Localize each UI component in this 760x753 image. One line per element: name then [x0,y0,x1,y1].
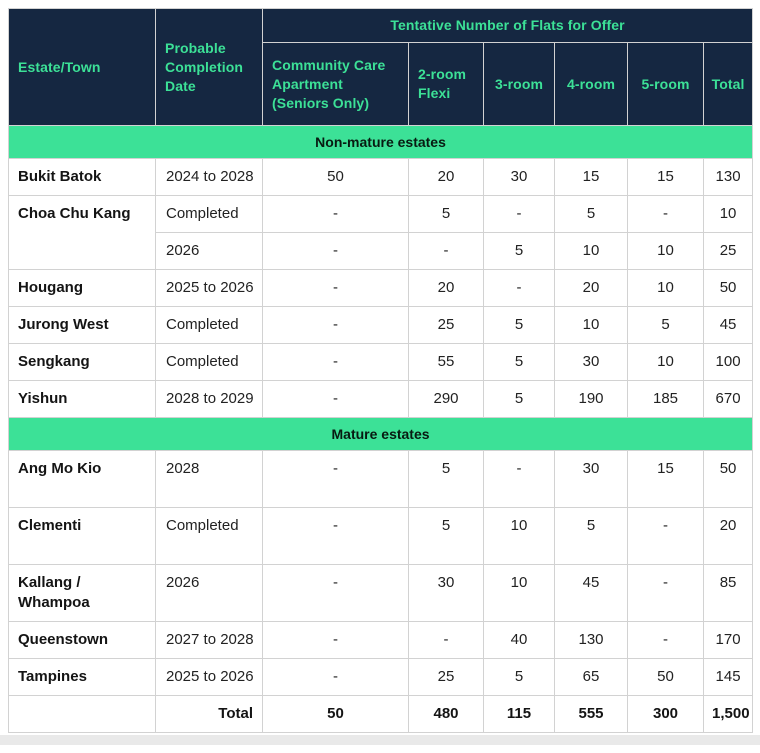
flat-count: 25 [409,659,484,696]
completion-date: Completed [156,196,263,233]
flat-count: 20 [409,159,484,196]
col-header-estate-town: Estate/Town [9,9,156,126]
flat-count: 100 [704,344,753,381]
flat-count: 145 [704,659,753,696]
table-row [9,381,753,418]
flat-count: - [263,622,409,659]
flat-count: 30 [555,344,628,381]
flat-count: 130 [555,622,628,659]
flat-count: 30 [484,159,555,196]
col-header-5-room: 5-room [628,43,704,126]
completion-date: Completed [156,307,263,344]
completion-date: 2026 [156,233,263,270]
completion-date: Completed [156,508,263,565]
flat-count: 30 [555,451,628,508]
table-row [9,196,753,233]
estate-name: Yishun [9,381,156,418]
flat-count: 55 [409,344,484,381]
flat-count: 15 [628,451,704,508]
flat-count: - [409,622,484,659]
flat-count: 30 [409,565,484,622]
table-row [9,565,753,622]
flat-count: - [409,233,484,270]
flat-count: - [484,196,555,233]
completion-date: 2025 to 2026 [156,270,263,307]
table-row [9,508,753,565]
flat-count: - [263,659,409,696]
flat-count: 10 [704,196,753,233]
flat-count: 50 [263,159,409,196]
total-flat-count: 480 [409,696,484,733]
table-row [9,307,753,344]
flat-count: 15 [555,159,628,196]
flat-count: 185 [628,381,704,418]
completion-date: 2025 to 2026 [156,659,263,696]
flat-count: - [263,196,409,233]
flat-count: - [263,344,409,381]
flat-count: - [263,233,409,270]
total-flat-count: 50 [263,696,409,733]
flats-offer-table [8,8,753,733]
flat-count: - [484,451,555,508]
estate-name: Jurong West [9,307,156,344]
estate-name: Bukit Batok [9,159,156,196]
col-header-completion-date: Probable Completion Date [156,9,263,126]
flat-count: 290 [409,381,484,418]
col-header-3-room: 3-room [484,43,555,126]
flat-count: 5 [484,233,555,270]
table-body [9,126,753,733]
flat-count: 50 [704,270,753,307]
flat-count: 5 [484,659,555,696]
flat-count: - [628,565,704,622]
table-row [9,451,753,508]
flat-count: 20 [555,270,628,307]
estate-name: Tampines [9,659,156,696]
flat-count: 65 [555,659,628,696]
flat-count: 50 [704,451,753,508]
flat-count: 10 [628,233,704,270]
flat-count: 10 [484,508,555,565]
table-header [9,9,753,126]
completion-date: 2027 to 2028 [156,622,263,659]
completion-date: 2028 [156,451,263,508]
header-row-top [9,9,753,43]
flat-count: 130 [704,159,753,196]
completion-date: 2026 [156,565,263,622]
section-band-label: Mature estates [9,418,753,451]
flat-count: - [484,270,555,307]
table-row [9,659,753,696]
flat-count: - [263,508,409,565]
flat-count: 10 [484,565,555,622]
flat-count: - [628,196,704,233]
estate-name: Choa Chu Kang [9,196,156,270]
flat-count: 5 [555,508,628,565]
flat-count: 5 [409,451,484,508]
total-flat-count: 1,500 [704,696,753,733]
col-header-community-care-apartment: Community Care Apartment (Seniors Only) [263,43,409,126]
flat-count: - [263,307,409,344]
flat-count: - [628,508,704,565]
flat-count: 10 [555,233,628,270]
completion-date: 2024 to 2028 [156,159,263,196]
flat-count: 20 [409,270,484,307]
table-row [9,159,753,196]
estate-name: Kallang / Whampoa [9,565,156,622]
total-row [9,696,753,733]
completion-date: Completed [156,344,263,381]
flat-count: 25 [409,307,484,344]
total-flat-count: 555 [555,696,628,733]
flat-count: 25 [704,233,753,270]
section-band-label: Non-mature estates [9,126,753,159]
total-flat-count: 300 [628,696,704,733]
flat-count: 5 [409,196,484,233]
estate-name: Clementi [9,508,156,565]
flat-count: 670 [704,381,753,418]
flat-count: - [263,270,409,307]
flat-count: - [263,565,409,622]
flat-count: - [263,451,409,508]
col-header-2-room-flexi: 2-room Flexi [409,43,484,126]
page-bottom-strip [0,735,760,745]
flat-count: 45 [555,565,628,622]
total-flat-count: 115 [484,696,555,733]
flat-count: 5 [555,196,628,233]
flat-count: 5 [628,307,704,344]
flat-count: 170 [704,622,753,659]
flat-count: 10 [628,270,704,307]
table-row [9,622,753,659]
flat-count: 10 [555,307,628,344]
flat-count: 190 [555,381,628,418]
estate-name: Ang Mo Kio [9,451,156,508]
empty-cell [9,696,156,733]
col-group-header-flats-for-offer: Tentative Number of Flats for Offer [263,9,753,43]
flat-count: 85 [704,565,753,622]
estate-name: Sengkang [9,344,156,381]
section-header-row [9,126,753,159]
flat-count: 20 [704,508,753,565]
estate-name: Hougang [9,270,156,307]
flat-count: 15 [628,159,704,196]
flat-count: 5 [409,508,484,565]
flat-count: 5 [484,307,555,344]
col-header-total: Total [704,43,753,126]
total-row-label: Total [156,696,263,733]
table-row [9,270,753,307]
section-header-row [9,418,753,451]
flat-count: - [628,622,704,659]
completion-date: 2028 to 2029 [156,381,263,418]
flat-count: - [263,381,409,418]
flat-count: 5 [484,344,555,381]
flat-count: 5 [484,381,555,418]
flat-count: 10 [628,344,704,381]
flat-count: 45 [704,307,753,344]
flat-count: 50 [628,659,704,696]
estate-name: Queenstown [9,622,156,659]
col-header-4-room: 4-room [555,43,628,126]
flat-count: 40 [484,622,555,659]
table-row [9,344,753,381]
